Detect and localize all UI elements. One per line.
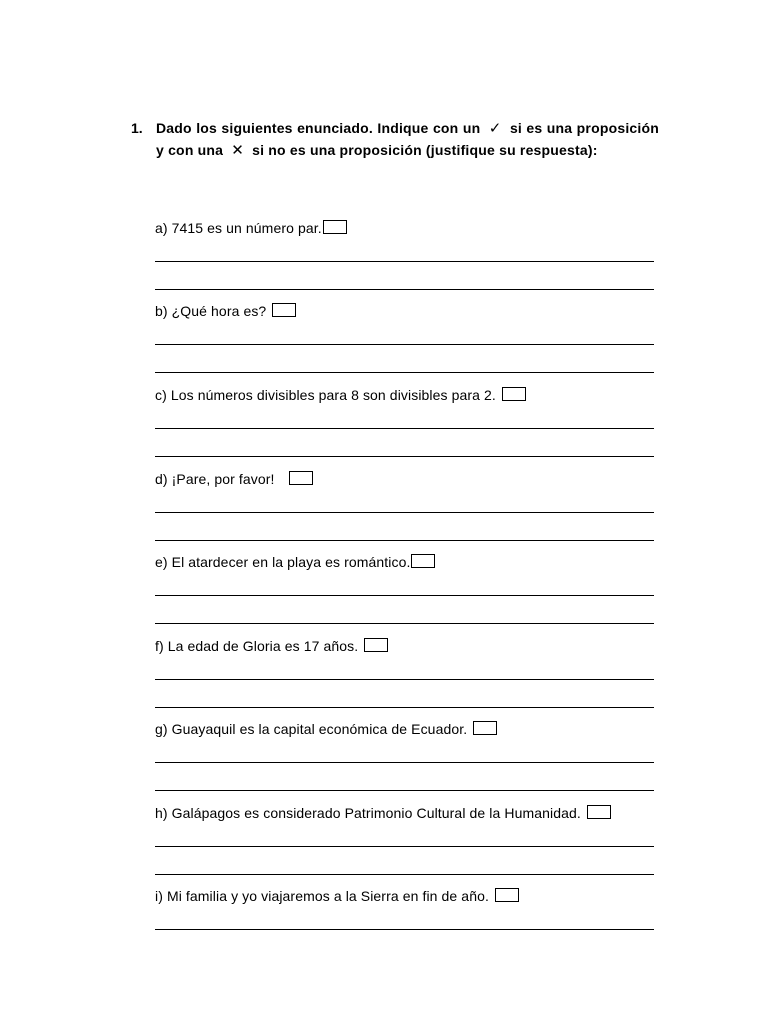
answer-line-g-2[interactable] [155,790,654,791]
answer-line-a-2[interactable] [155,289,654,290]
check-mark-icon: ✓ [488,120,502,137]
answer-line-h-2[interactable] [155,874,654,875]
answer-line-f-1[interactable] [155,679,654,680]
answer-line-d-2[interactable] [155,540,654,541]
cross-mark-icon: ✕ [231,141,245,159]
item-g-label: g) Guayaquil es la capital económica de Ecuador. [155,721,468,737]
item-e [155,553,655,571]
item-e-label: e) El atardecer en la playa es romántico. [155,554,411,570]
answer-line-b-1[interactable] [155,344,654,345]
answer-line-e-2[interactable] [155,623,654,624]
answer-checkbox-e[interactable] [411,554,435,568]
answer-line-i-1[interactable] [155,929,654,930]
answer-line-e-1[interactable] [155,595,654,596]
item-d [155,470,655,488]
question-1 [131,118,659,161]
item-prompt [155,720,655,738]
item-prompt [155,553,655,571]
item-g [155,720,655,738]
answer-line-f-2[interactable] [155,707,654,708]
item-a-label: a) 7415 es un número par. [155,220,322,236]
answer-checkbox-f[interactable] [364,638,388,652]
item-f [155,637,655,655]
item-h [155,804,655,822]
question-number: 1. [131,120,143,136]
item-prompt [155,386,655,404]
item-prompt [155,219,655,237]
instruction-part-3: si no es una proposición (justifique su respuesta): [252,141,598,158]
answer-line-a-1[interactable] [155,261,654,262]
item-a [155,219,655,237]
answer-line-c-1[interactable] [155,428,654,429]
item-prompt [155,637,655,655]
answer-line-c-2[interactable] [155,456,654,457]
item-h-label: h) Galápagos es considerado Patrimonio Cultural de la Humanidad. [155,805,581,821]
instruction-part-1: Dado los siguientes enunciado. Indique con un [156,120,481,136]
item-f-label: f) La edad de Gloria es 17 años. [155,638,359,654]
item-b [155,302,655,320]
item-prompt [155,804,655,822]
question-instructions [156,118,659,161]
answer-checkbox-i[interactable] [495,888,519,902]
item-c-label: c) Los números divisibles para 8 son divisibles para 2. [155,387,496,403]
answer-checkbox-a[interactable] [323,220,347,234]
item-i-label: i) Mi familia y yo viajaremos a la Sierra en fin de año. [155,888,489,904]
answer-checkbox-b[interactable] [272,303,296,317]
item-d-label: d) ¡Pare, por favor! [155,471,275,487]
item-c [155,386,655,404]
answer-line-d-1[interactable] [155,512,654,513]
answer-checkbox-g[interactable] [473,721,497,735]
answer-line-g-1[interactable] [155,762,654,763]
answer-line-h-1[interactable] [155,846,654,847]
answer-line-b-2[interactable] [155,372,654,373]
instruction-part-2: si es una proposición y con una [156,120,659,158]
answer-checkbox-d[interactable] [289,471,313,485]
answer-checkbox-c[interactable] [502,387,526,401]
item-i [155,887,655,905]
answer-checkbox-h[interactable] [587,805,611,819]
item-prompt [155,470,655,488]
item-prompt [155,302,655,320]
item-prompt [155,887,655,905]
item-b-label: b) ¿Qué hora es? [155,303,267,319]
